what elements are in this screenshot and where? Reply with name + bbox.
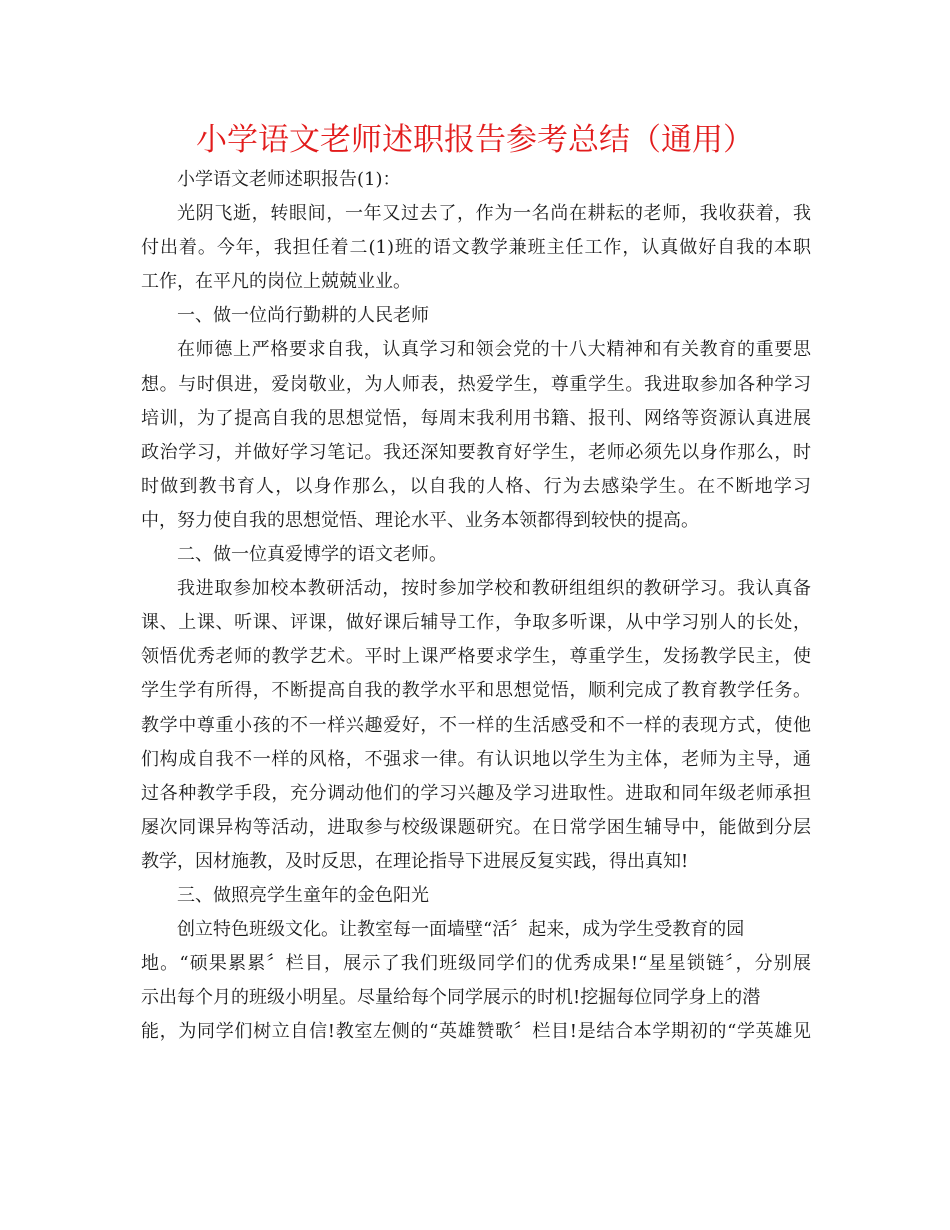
text-line: 想。与时俱进，爱岗敬业，为人师表，热爱学生，尊重学生。我进取参加各种学习	[141, 373, 811, 395]
text-line: 一、做一位尚行勤耕的人民老师	[177, 305, 429, 327]
text-line: 地。“硕果累累〞栏目，展示了我们班级同学们的优秀成果!“星星锁链〞，分别展	[141, 953, 811, 975]
text-line: 创立特色班级文化。让教室每一面墙壁“活〞起来，成为学生受教育的园	[177, 919, 745, 941]
text-line: 我进取参加校本教研活动，按时参加学校和教研组组织的教研学习。我认真备	[177, 578, 811, 600]
text-line: 付出着。今年，我担任着二(1)班的语文教学兼班主任工作，认真做好自我的本职	[141, 237, 811, 259]
text-line: 小学语文老师述职报告(1)：	[177, 169, 401, 190]
document-title: 小学语文老师述职报告参考总结（通用）	[196, 122, 754, 158]
text-line: 屡次同课异构等活动，进取参与校级课题研究。在日常学困生辅导中，能做到分层	[141, 816, 811, 838]
text-line: 中，努力使自我的思想觉悟、理论水平、业务本领都得到较快的提高。	[141, 509, 699, 531]
text-line: 教学，因材施教，及时反思，在理论指导下进展反复实践，得出真知!	[141, 850, 689, 872]
text-line: 二、做一位真爱博学的语文老师。	[177, 544, 447, 566]
text-line: 政治学习，并做好学习笔记。我还深知要教育好学生，老师必须先以身作那么，时	[141, 441, 811, 463]
text-line: 工作，在平凡的岗位上兢兢业业。	[141, 271, 411, 293]
text-line: 课、上课、听课、评课，做好课后辅导工作，争取多听课，从中学习别人的长处，	[141, 612, 811, 634]
text-line: 时做到教书育人，以身作那么，以自我的人格、行为去感染学生。在不断地学习	[141, 475, 811, 497]
text-line: 示出每个月的班级小明星。尽量给每个同学展示的时机!挖掘每位同学身上的潜	[141, 987, 761, 1009]
document-body	[141, 163, 811, 1049]
text-line: 学生学有所得，不断提高自我的教学水平和思想觉悟，顺利完成了教育教学任务。	[141, 680, 811, 702]
text-line: 领悟优秀老师的教学艺术。平时上课严格要求学生，尊重学生，发扬教学民主，使	[141, 646, 811, 668]
text-line: 光阴飞逝，转眼间，一年又过去了，作为一名尚在耕耘的老师，我收获着，我	[177, 203, 811, 225]
text-line: 培训，为了提高自我的思想觉悟，每周末我利用书籍、报刊、网络等资源认真进展	[141, 407, 811, 429]
text-line: 教学中尊重小孩的不一样兴趣爱好，不一样的生活感受和不一样的表现方式，使他	[141, 714, 811, 736]
text-line: 们构成自我不一样的风格，不强求一律。有认识地以学生为主体，老师为主导，通	[141, 748, 811, 770]
text-line: 过各种教学手段，充分调动他们的学习兴趣及学习进取性。进取和同年级老师承担	[141, 782, 811, 804]
text-line: 在师德上严格要求自我，认真学习和领会党的十八大精神和有关教育的重要思	[177, 339, 811, 361]
text-line: 三、做照亮学生童年的金色阳光	[177, 884, 429, 906]
text-line: 能，为同学们树立自信!教室左侧的“英雄赞歌〞栏目!是结合本学期初的“学英雄见	[141, 1021, 811, 1043]
